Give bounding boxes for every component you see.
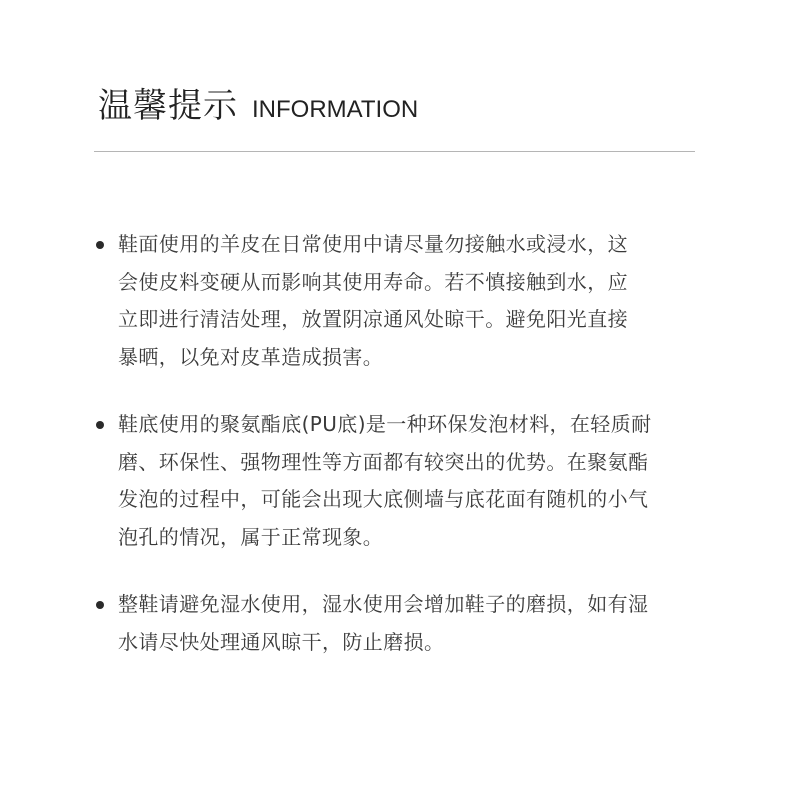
note-line: 水请尽快处理通风晾干，防止磨损。 [118, 629, 445, 654]
header-divider [94, 151, 695, 152]
note-line: 磨、环保性、强物理性等方面都有较突出的优势。在聚氨酯 [118, 449, 649, 474]
note-line: 鞋底使用的聚氨酯底(PU底)是一种环保发泡材料，在轻质耐 [118, 412, 652, 436]
notes-list [96, 226, 696, 691]
note-item-water [96, 586, 696, 661]
note-line: 鞋面使用的羊皮在日常使用中请尽量勿接触水或浸水，这 [118, 232, 628, 256]
note-line: 会使皮料变硬从而影响其使用寿命。若不慎接触到水，应 [118, 269, 628, 294]
note-line: 暴晒，以免对皮革造成损害。 [118, 344, 384, 369]
bullet-icon [96, 421, 104, 429]
note-line: 立即进行清洁处理，放置阴凉通风处晾干。避免阳光直接 [118, 307, 628, 331]
bullet-icon [96, 241, 104, 249]
note-line: 发泡的过程中，可能会出现大底侧墙与底花面有随机的小气 [118, 487, 649, 511]
bullet-icon [96, 601, 104, 609]
page-header [98, 78, 418, 127]
note-item-leather [96, 226, 696, 376]
note-line: 泡孔的情况，属于正常现象。 [118, 524, 384, 549]
page-title: 温馨提示 [98, 86, 238, 126]
note-item-sole [96, 406, 696, 556]
page-subtitle: INFORMATION [252, 96, 419, 123]
note-line: 整鞋请避免湿水使用，湿水使用会增加鞋子的磨损，如有湿 [118, 592, 649, 616]
